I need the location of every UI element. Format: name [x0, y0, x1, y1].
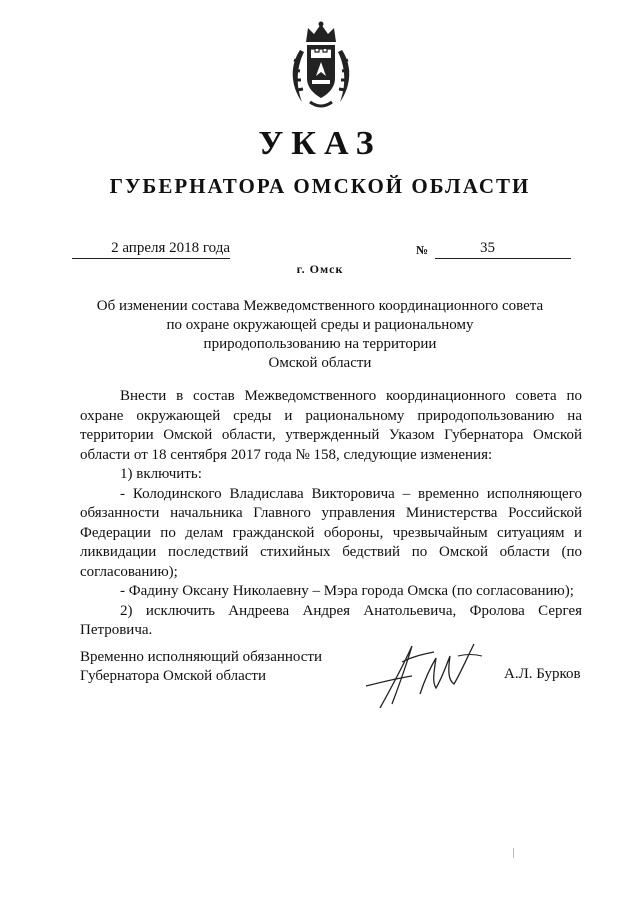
- document-subtitle: ГУБЕРНАТОРА ОМСКОЙ ОБЛАСТИ: [109, 174, 531, 198]
- document-title: УКАЗ: [258, 125, 382, 162]
- body-paragraph: - Колодинского Владислава Викторовича – временно исполняющего обязанности начальника Главного управления Министерства Российской Федерации по делам гражданской обороны, чрезвычайным ситуациям и ликвидации последствий стихийных бедствий по Омской области (по согласованию);: [80, 485, 582, 580]
- number-sign: №: [416, 243, 429, 257]
- heading-line: по охране окружающей среды и рациональному: [166, 317, 474, 333]
- document-city: г. Омск: [296, 262, 344, 276]
- signatory-position-line: Губернатора Омской области: [80, 668, 266, 684]
- heading-line: Омской области: [268, 355, 372, 371]
- signatory-position: [80, 648, 322, 686]
- document-body: [80, 387, 582, 641]
- document-number: 35: [435, 240, 571, 259]
- handwritten-signature: [362, 638, 492, 710]
- body-paragraph: Внести в состав Межведомственного координационного совета по охране окружающей среды и рациональному природопользованию на территории Омской области, утвержденный Указом Губернатора Омской области от 18 сентября 2017 года № 158, следующие изменения:: [80, 388, 582, 463]
- signatory-name: А.Л. Бурков: [504, 666, 581, 682]
- document-date: 2 апреля 2018 года: [72, 240, 230, 259]
- coat-of-arms-icon: [286, 20, 356, 112]
- body-paragraph: - Фадину Оксану Николаевну – Мэра города Омска (по согласованию);: [120, 583, 574, 599]
- heading-line: природопользованию на территории: [203, 336, 437, 352]
- body-paragraph: 2) исключить Андреева Андрея Анатольевича, Фролова Сергея Петровича.: [80, 602, 582, 638]
- scan-mark: [513, 848, 514, 858]
- signatory-position-line: Временно исполняющий обязанности: [80, 649, 323, 665]
- heading-line: Об изменении состава Межведомственного координационного совета: [96, 298, 544, 314]
- body-paragraph: 1) включить:: [120, 466, 202, 482]
- document-heading: [60, 297, 580, 373]
